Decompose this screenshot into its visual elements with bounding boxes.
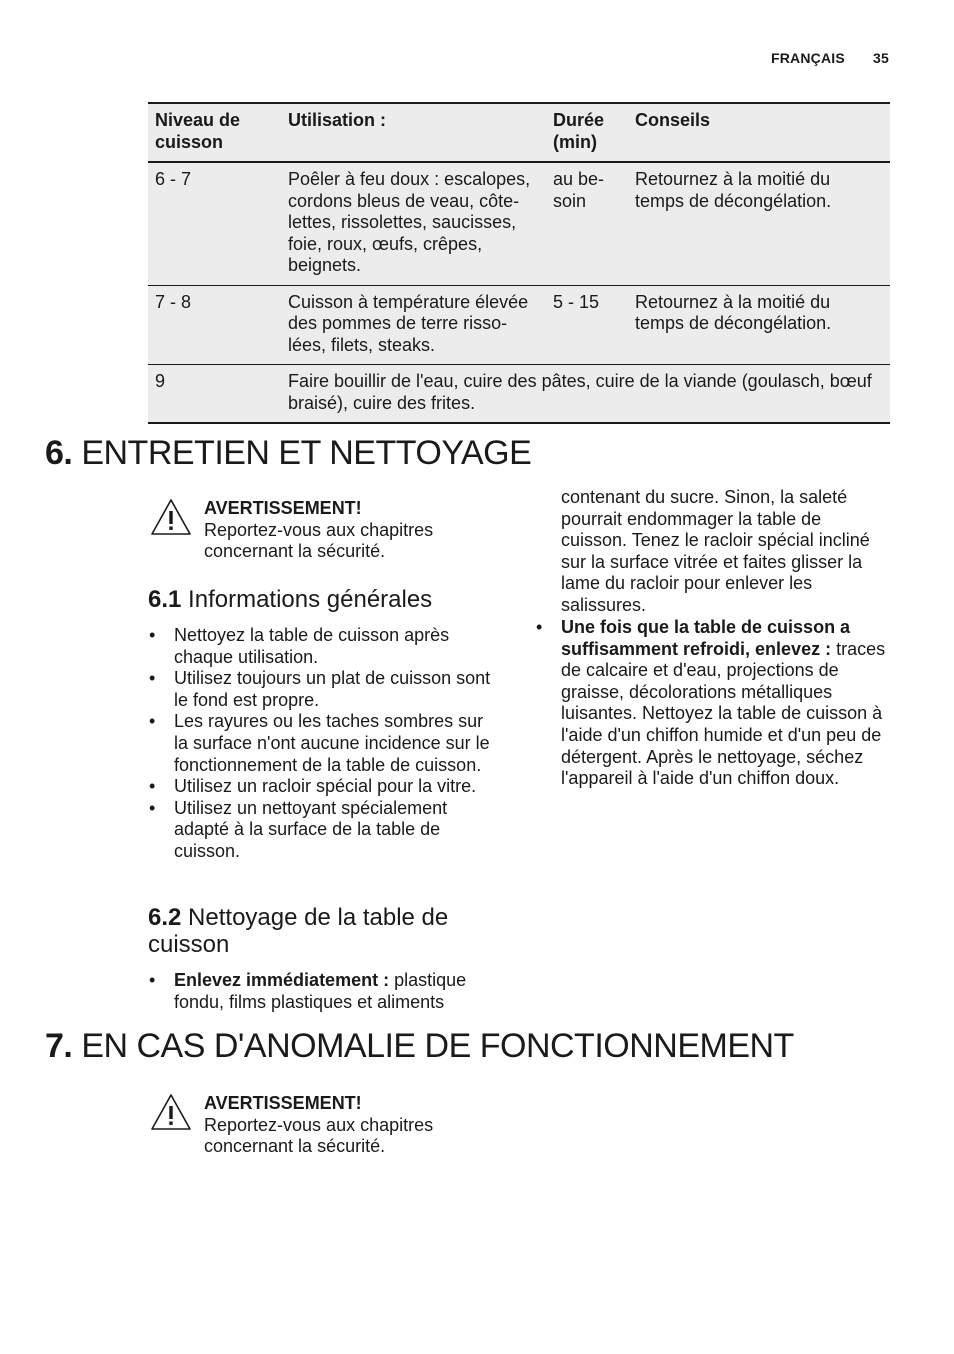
warning-triangle-icon [150,1093,192,1131]
warning-box [150,498,490,563]
list-item-text: traces de calcaire et d'eau, projections de graisse, décolorations métalliques luisantes. Nettoyez la table de cuisson à l'aide d'un chiffon humide et d'un peu de détergent. Après le nettoyage, séchez l'appareil à l'aide d'un chiffon doux. [561,638,886,789]
section-title: EN CAS D'ANOMALIE DE FONCTIONNEMENT [81,1027,794,1065]
warning-text: Reportez-vous aux chapitres concernant la sécurité. [204,1114,434,1156]
table-row [148,162,890,285]
list-item-text: plastique fondu, films plastiques et aliments [174,970,467,1012]
list-item: • Utilisez un nettoyant spécialement adapté à la surface de la table de cuisson. [148,798,498,863]
section-number: 6. [45,434,73,472]
warning-box [150,1093,490,1158]
column-header-duration: Durée (min) [553,110,605,152]
list-item: • Nettoyez la table de cuisson après chaque utilisation. [148,625,498,668]
table-row [148,285,890,365]
table-header-row [148,103,890,162]
section-number: 7. [45,1027,73,1065]
section-title: ENTRETIEN ET NETTOYAGE [81,434,532,472]
subsection-number: 6.2 [148,904,182,931]
list-item: • Utilisez un racloir spécial pour la vitre. [148,776,498,798]
column-header-advice: Conseils [635,110,711,130]
list-item [535,617,891,790]
general-info-list [148,625,498,863]
subsection-title: Informations générales [188,586,433,613]
list-item: • Utilisez toujours un plat de cuisson sont le fond est propre. [148,668,498,711]
cell-use: Poêler à feu doux : escalopes, cordons bleus de veau, côte-lettes, rissolettes, saucisses, foie, roux, œufs, crêpes, beignets. [288,169,531,275]
cell-advice: Retournez à la moitié du temps de décongélation. [635,291,832,333]
warning-text: Reportez-vous aux chapitres concernant la sécurité. [204,519,434,561]
list-item: • Les rayures ou les taches sombres sur la surface n'ont aucune incidence sur le fonctionnement de la table de cuisson. [148,711,498,776]
cell-duration: 5 - 15 [553,291,600,312]
cell-use: Cuisson à température élevée des pommes de terre risso-lées, filets, steaks. [288,291,529,355]
subsection-title: Nettoyage de la table de cuisson [148,904,449,958]
subsection-number: 6.1 [148,586,182,613]
list-item-bold: Une fois que la table de cuisson a suffisamment refroidi, enlevez : [561,617,851,659]
subsection-6-2-heading [148,904,478,958]
cell-use: Faire bouillir de l'eau, cuire des pâtes, cuire de la viande (goulasch, bœuf braisé), cuire des frites. [288,371,872,413]
list-item [148,970,493,1013]
cleaning-list-left [148,970,493,1013]
section-7-heading [45,1027,794,1066]
column-header-use: Utilisation : [288,110,386,130]
cell-duration: au be-soin [553,169,605,211]
cell-advice: Retournez à la moitié du temps de décongélation. [635,169,832,211]
cooking-levels-table [148,102,890,424]
cleaning-list-right [535,617,891,790]
page-number: 35 [873,50,889,66]
cleaning-continued-text: contenant du sucre. Sinon, la saleté pourrait endommager la table de cuisson. Tenez le racloir spécial incliné sur la surface vitrée et faites glisser la lame du racloir pour enlever les salissures. [561,487,870,615]
cell-level: 9 [155,371,166,391]
list-item-bold: Enlevez immédiatement : [174,970,390,990]
cell-level: 7 - 8 [155,291,192,312]
cell-level: 6 - 7 [155,169,192,189]
warning-triangle-icon [150,498,192,536]
warning-title: AVERTISSEMENT! [204,498,362,518]
warning-title: AVERTISSEMENT! [204,1093,362,1113]
section-6-heading [45,434,531,473]
page-header [771,50,889,66]
subsection-6-1-heading [148,586,488,613]
column-header-level: Niveau de cuisson [155,110,241,152]
table-row [148,365,890,424]
language-label: FRANÇAIS [770,50,845,66]
